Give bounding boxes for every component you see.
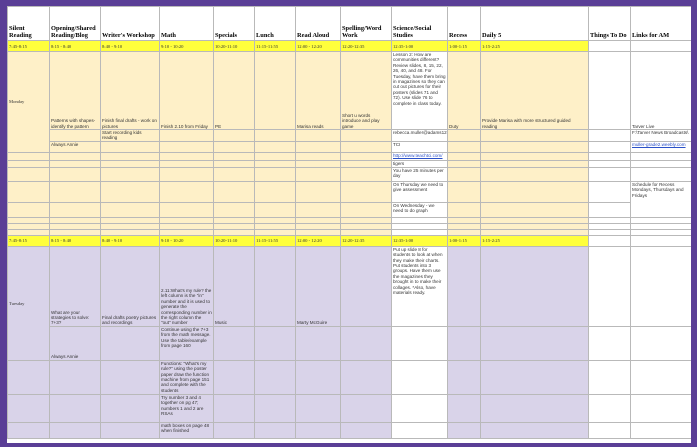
cell[interactable]: Schedule for Recess Mondays, Thursdays and Fridays	[631, 181, 692, 217]
cell[interactable]	[341, 202, 392, 217]
cell[interactable]	[341, 160, 392, 167]
time-row-monday	[8, 41, 692, 52]
cell[interactable]	[392, 152, 448, 160]
cell[interactable]	[341, 141, 392, 152]
table-row	[8, 52, 692, 130]
col-header[interactable]: Links for AM	[631, 7, 692, 41]
cell[interactable]	[448, 167, 481, 181]
cell[interactable]	[8, 360, 50, 394]
time-cell[interactable]: 1:00-1:15	[448, 235, 481, 246]
cell[interactable]	[8, 202, 50, 217]
cell[interactable]: math boxes on page 48 when finished	[160, 422, 214, 438]
cell[interactable]	[50, 394, 101, 422]
table-row	[8, 152, 692, 160]
cell[interactable]	[160, 152, 214, 160]
cell[interactable]	[255, 202, 296, 217]
table-row	[8, 246, 692, 326]
time-cell[interactable]: 9:10 - 10:20	[160, 41, 214, 52]
cell[interactable]	[589, 326, 631, 360]
cell[interactable]: Short u words introduce and play game	[341, 52, 392, 130]
time-cell[interactable]: 8:15 - 8:40	[50, 41, 101, 52]
cell[interactable]	[589, 167, 631, 181]
cell[interactable]	[481, 181, 589, 202]
cell[interactable]	[341, 130, 392, 142]
cell[interactable]	[101, 394, 160, 422]
cell[interactable]	[341, 394, 392, 422]
cell[interactable]	[589, 41, 631, 52]
col-header[interactable]: Opening/Shared Reading/Blog	[50, 7, 101, 41]
col-header[interactable]: Lunch	[255, 7, 296, 41]
spreadsheet	[7, 6, 691, 443]
cell[interactable]	[214, 360, 255, 394]
cell[interactable]	[296, 152, 341, 160]
cell[interactable]	[296, 360, 341, 394]
time-cell[interactable]: 1:15-2:25	[481, 41, 589, 52]
cell[interactable]	[296, 181, 341, 202]
col-header[interactable]: Daily 5	[481, 7, 589, 41]
cell[interactable]	[255, 422, 296, 438]
time-cell[interactable]: 10:20-11:10	[214, 41, 255, 52]
cell[interactable]: What are your strategies to solve: 7+3?	[50, 246, 101, 326]
cell[interactable]: 2.11:What's my rule? the left column is the "in" number and it is used to generate the corresponding number in the right column the "out" number	[160, 246, 214, 326]
cell[interactable]	[481, 360, 589, 394]
cell[interactable]	[589, 181, 631, 202]
cell[interactable]: F:\Tarver News Broadcasts\	[631, 130, 692, 142]
weebly-link[interactable]: muller-grade2.weebly.com	[632, 141, 686, 147]
cell[interactable]	[255, 360, 296, 394]
cell[interactable]: Functions: "What's my rule?" using the poster paper draw the function machine from page 151 and complete with the students	[160, 360, 214, 394]
cell[interactable]: Finish final drafts - work on pictures	[101, 52, 160, 130]
time-cell[interactable]: 12:20-12:35	[341, 235, 392, 246]
cell[interactable]: On Thursday we need to give assessment	[392, 181, 448, 202]
cell[interactable]	[341, 422, 392, 438]
cell[interactable]	[589, 246, 631, 326]
cell[interactable]	[296, 422, 341, 438]
cell[interactable]	[8, 181, 50, 202]
cell[interactable]	[8, 422, 50, 438]
cell[interactable]	[341, 167, 392, 181]
cell[interactable]	[481, 394, 589, 422]
time-cell[interactable]: 8:40 - 9:10	[101, 235, 160, 246]
col-header[interactable]: Silent Reading	[8, 7, 50, 41]
cell[interactable]	[296, 167, 341, 181]
col-header[interactable]: Science/Social Studies	[392, 7, 448, 41]
cell[interactable]	[296, 326, 341, 360]
cell[interactable]	[341, 326, 392, 360]
cell[interactable]	[255, 152, 296, 160]
cell[interactable]	[589, 202, 631, 217]
cell[interactable]	[296, 394, 341, 422]
cell[interactable]	[214, 181, 255, 202]
cell[interactable]: Duty	[448, 52, 481, 130]
cell[interactable]	[50, 422, 101, 438]
cell[interactable]	[255, 394, 296, 422]
cell[interactable]	[481, 202, 589, 217]
cell[interactable]: Marty McGuire	[296, 246, 341, 326]
cell[interactable]	[341, 360, 392, 394]
cell[interactable]	[214, 160, 255, 167]
table-row	[8, 130, 692, 142]
cell[interactable]	[631, 235, 692, 246]
cell[interactable]	[160, 141, 214, 152]
cell[interactable]: Provide Marisa with more structured guided reading	[481, 52, 589, 130]
cell[interactable]	[214, 141, 255, 152]
cell[interactable]: You have 25 minutes per day	[392, 167, 448, 181]
cell[interactable]	[8, 394, 50, 422]
table-row	[8, 422, 692, 438]
time-cell[interactable]: 1:15-2:25	[481, 235, 589, 246]
cell[interactable]	[589, 160, 631, 167]
cell[interactable]	[50, 167, 101, 181]
cell[interactable]	[631, 160, 692, 167]
cell[interactable]	[160, 202, 214, 217]
cell[interactable]: Always Annie	[50, 141, 101, 152]
col-header[interactable]: Spelling/Word Work	[341, 7, 392, 41]
table-row	[8, 141, 692, 152]
cell[interactable]	[631, 360, 692, 394]
time-cell[interactable]: 7:45-8:15	[8, 235, 50, 246]
col-header[interactable]: Things To Do	[589, 7, 631, 41]
cell[interactable]	[214, 167, 255, 181]
cell[interactable]	[341, 152, 392, 160]
cell[interactable]	[631, 246, 692, 326]
cell[interactable]	[589, 360, 631, 394]
time-cell[interactable]: 11:15-11:55	[255, 41, 296, 52]
cell[interactable]	[589, 141, 631, 152]
cell[interactable]	[631, 141, 692, 152]
time-cell[interactable]: 12:00 - 12:20	[296, 235, 341, 246]
table-row	[8, 181, 692, 202]
cell[interactable]	[589, 52, 631, 130]
col-header[interactable]: Writer's Workshop	[101, 7, 160, 41]
cell[interactable]: Lesson 2: How are communities different? Review slides, 8, 15, 22, 26, 40, and 48. For Tuesday, have them bring in magazines so they can cut out pictures for their posters (slides 71 and 72). Use slide 76 to complete in class today.	[392, 52, 448, 130]
cell[interactable]	[50, 160, 101, 167]
cell[interactable]	[160, 181, 214, 202]
cell[interactable]: rebecca.muller@adams12	[392, 130, 448, 142]
cell[interactable]	[160, 130, 214, 142]
cell[interactable]	[101, 360, 160, 394]
cell[interactable]: Always Annie	[50, 326, 101, 360]
cell[interactable]	[448, 152, 481, 160]
cell[interactable]	[101, 141, 160, 152]
day-label[interactable]: Tuesday	[8, 246, 50, 360]
cell[interactable]: Marisa reads	[296, 52, 341, 130]
time-cell[interactable]: 11:15-11:55	[255, 235, 296, 246]
cell[interactable]	[214, 422, 255, 438]
cell[interactable]	[296, 130, 341, 142]
cell[interactable]: Finish 2.10 from Friday	[160, 52, 214, 130]
cell[interactable]	[341, 246, 392, 326]
cell[interactable]: Continue using the 7+3 from the math message. Use the table/example from page 160	[160, 326, 214, 360]
cell[interactable]	[255, 141, 296, 152]
cell[interactable]	[631, 41, 692, 52]
cell[interactable]	[448, 181, 481, 202]
cell[interactable]	[8, 167, 50, 181]
cell[interactable]	[101, 326, 160, 360]
cell[interactable]	[448, 422, 481, 438]
cell[interactable]	[631, 394, 692, 422]
cell[interactable]	[481, 167, 589, 181]
cell[interactable]	[50, 152, 101, 160]
cell[interactable]	[101, 202, 160, 217]
cell[interactable]	[341, 181, 392, 202]
cell[interactable]	[448, 202, 481, 217]
cell[interactable]: Tarver Live	[631, 52, 692, 130]
time-cell[interactable]: 8:40 - 9:10	[101, 41, 160, 52]
cell[interactable]	[50, 202, 101, 217]
cell[interactable]: PE	[214, 52, 255, 130]
cell[interactable]	[481, 141, 589, 152]
cell[interactable]	[589, 130, 631, 142]
cell[interactable]	[296, 160, 341, 167]
col-header[interactable]: Recess	[448, 7, 481, 41]
cell[interactable]	[481, 130, 589, 142]
cell[interactable]	[8, 152, 50, 160]
cell[interactable]	[101, 181, 160, 202]
cell[interactable]	[255, 130, 296, 142]
time-cell[interactable]: 10:20-11:10	[214, 235, 255, 246]
cell[interactable]	[448, 326, 481, 360]
cell[interactable]	[214, 326, 255, 360]
cell[interactable]: tigers	[392, 160, 448, 167]
cell[interactable]	[631, 326, 692, 360]
time-cell[interactable]: 7:45-8:15	[8, 41, 50, 52]
cell[interactable]	[589, 235, 631, 246]
cell[interactable]	[631, 422, 692, 438]
cell[interactable]	[448, 160, 481, 167]
cell[interactable]	[8, 160, 50, 167]
cell[interactable]	[255, 181, 296, 202]
col-header[interactable]: Specials	[214, 7, 255, 41]
table-row	[8, 167, 692, 181]
time-row-tuesday	[8, 235, 692, 246]
cell[interactable]	[589, 152, 631, 160]
cell[interactable]	[481, 160, 589, 167]
cell[interactable]	[255, 246, 296, 326]
cell[interactable]	[50, 130, 101, 142]
cell[interactable]	[160, 167, 214, 181]
cell[interactable]: TCI	[392, 141, 448, 152]
cell[interactable]	[589, 422, 631, 438]
day-label[interactable]: Monday	[8, 52, 50, 153]
cell[interactable]	[392, 422, 448, 438]
cell[interactable]	[589, 394, 631, 422]
cell[interactable]	[296, 202, 341, 217]
time-cell[interactable]: 12:35-1:00	[392, 41, 448, 52]
cell[interactable]	[481, 326, 589, 360]
cell[interactable]	[481, 152, 589, 160]
cell[interactable]	[255, 160, 296, 167]
table-row	[8, 202, 692, 217]
cell[interactable]: Patterns with shapes- identify the pattern	[50, 52, 101, 130]
tci-link[interactable]: http://www.teachtci.com/	[393, 152, 443, 158]
time-cell[interactable]: 1:00-1:15	[448, 41, 481, 52]
cell[interactable]	[214, 130, 255, 142]
time-cell[interactable]: 12:20-12:35	[341, 41, 392, 52]
table-row	[8, 326, 692, 360]
cell[interactable]	[448, 141, 481, 152]
cell[interactable]	[481, 422, 589, 438]
cell[interactable]	[448, 130, 481, 142]
col-header[interactable]: Read Aloud	[296, 7, 341, 41]
cell[interactable]: Final drafts poetry pictures and recordings	[101, 246, 160, 326]
cell[interactable]: Start recording kids reading	[101, 130, 160, 142]
cell[interactable]	[101, 167, 160, 181]
cell[interactable]	[448, 360, 481, 394]
table-row	[8, 394, 692, 422]
time-cell[interactable]: 12:35-1:00	[392, 235, 448, 246]
cell[interactable]	[255, 326, 296, 360]
cell[interactable]	[448, 246, 481, 326]
cell[interactable]	[160, 160, 214, 167]
cell[interactable]	[631, 152, 692, 160]
cell[interactable]	[392, 326, 448, 360]
cell[interactable]	[214, 394, 255, 422]
schedule-grid	[7, 6, 691, 439]
cell[interactable]	[392, 394, 448, 422]
cell[interactable]	[481, 246, 589, 326]
time-cell[interactable]: 8:15 - 8:40	[50, 235, 101, 246]
cell[interactable]	[392, 360, 448, 394]
cell[interactable]	[214, 202, 255, 217]
cell[interactable]	[255, 167, 296, 181]
cell[interactable]: Music	[214, 246, 255, 326]
cell[interactable]	[631, 167, 692, 181]
cell[interactable]	[448, 394, 481, 422]
cell[interactable]	[50, 360, 101, 394]
col-header[interactable]: Math	[160, 7, 214, 41]
cell[interactable]	[50, 181, 101, 202]
cell[interactable]	[101, 160, 160, 167]
time-cell[interactable]: 9:10 - 10:20	[160, 235, 214, 246]
cell[interactable]: On Wednesday - we need to do graph	[392, 202, 448, 217]
cell[interactable]	[255, 52, 296, 130]
table-row	[8, 360, 692, 394]
cell[interactable]	[214, 152, 255, 160]
cell[interactable]	[296, 141, 341, 152]
cell[interactable]: Put up slide 8 for students to look at when they make their charts. Put students into 3 groups. Have them use the magazines they brought in to make their collages. *Also, have materials ready.	[392, 246, 448, 326]
time-cell[interactable]: 12:00 - 12:20	[296, 41, 341, 52]
header-row	[8, 7, 692, 41]
cell[interactable]	[101, 152, 160, 160]
table-row	[8, 160, 692, 167]
cell[interactable]	[101, 422, 160, 438]
cell[interactable]: Try number 3 and 4 together on pg 47; numbers 1 and 2 are RSAs	[160, 394, 214, 422]
